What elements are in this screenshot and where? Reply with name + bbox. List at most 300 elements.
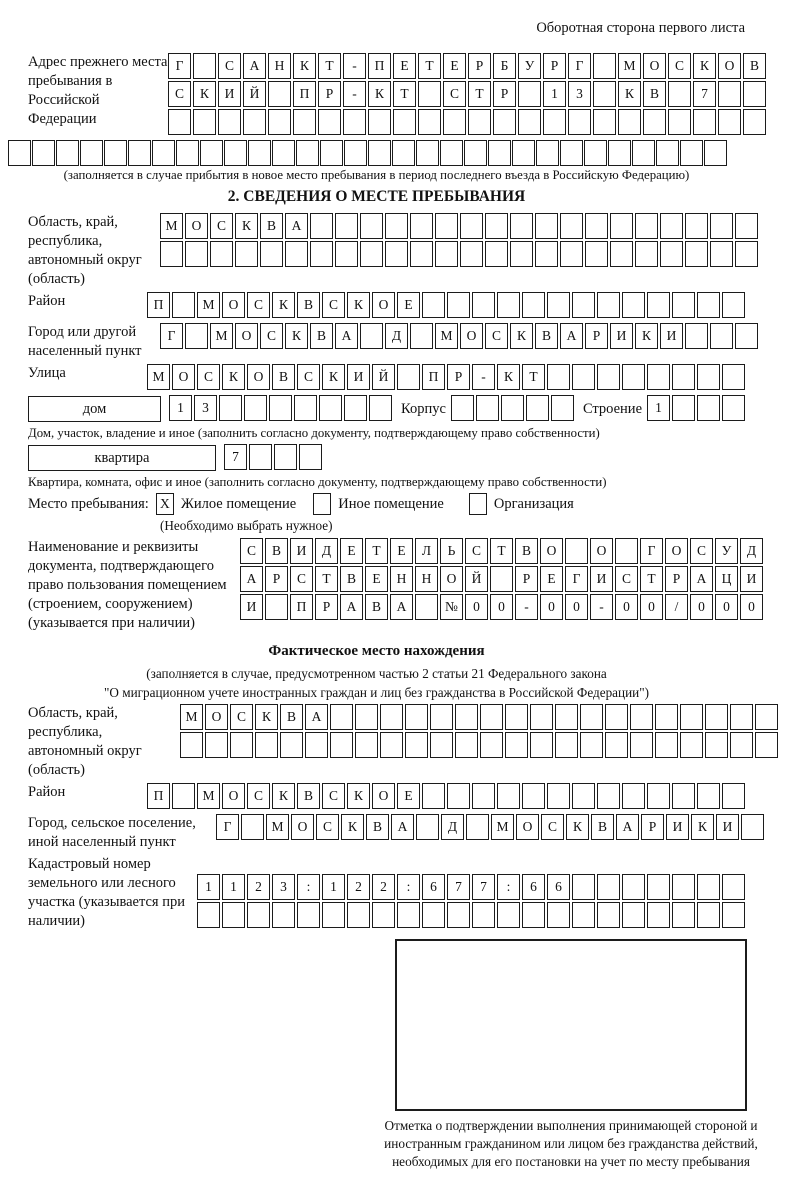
char-cell[interactable]: А: [243, 53, 266, 79]
char-cell[interactable]: [697, 364, 720, 390]
char-cell[interactable]: [464, 140, 487, 166]
char-cell[interactable]: С: [485, 323, 508, 349]
char-cell[interactable]: К: [255, 704, 278, 730]
char-cell[interactable]: [710, 213, 733, 239]
char-cell[interactable]: А: [690, 566, 713, 592]
char-cell[interactable]: [255, 732, 278, 758]
char-cell[interactable]: К: [510, 323, 533, 349]
char-cell[interactable]: [380, 732, 403, 758]
char-cell[interactable]: [743, 109, 766, 135]
char-cell[interactable]: [468, 109, 491, 135]
char-cell[interactable]: /: [665, 594, 688, 620]
char-cell[interactable]: Н: [268, 53, 291, 79]
char-cell[interactable]: [697, 395, 720, 421]
char-cell[interactable]: [755, 704, 778, 730]
char-cell[interactable]: [310, 241, 333, 267]
char-cell[interactable]: [584, 140, 607, 166]
char-cell[interactable]: [230, 732, 253, 758]
char-cell[interactable]: Г: [640, 538, 663, 564]
char-cell[interactable]: О: [372, 783, 395, 809]
char-cell[interactable]: [380, 704, 403, 730]
char-cell[interactable]: 1: [543, 81, 566, 107]
char-cell[interactable]: Р: [665, 566, 688, 592]
char-cell[interactable]: [505, 704, 528, 730]
char-cell[interactable]: О: [235, 323, 258, 349]
char-cell[interactable]: П: [147, 783, 170, 809]
char-cell[interactable]: Т: [365, 538, 388, 564]
char-cell[interactable]: Г: [160, 323, 183, 349]
char-cell[interactable]: [643, 109, 666, 135]
char-cell[interactable]: 0: [715, 594, 738, 620]
char-cell[interactable]: [249, 444, 272, 470]
char-cell[interactable]: [672, 395, 695, 421]
char-cell[interactable]: [393, 109, 416, 135]
char-cell[interactable]: [488, 140, 511, 166]
checkbox-organizatsiya[interactable]: [469, 493, 487, 515]
char-cell[interactable]: [597, 292, 620, 318]
char-cell[interactable]: [685, 241, 708, 267]
char-cell[interactable]: [632, 140, 655, 166]
char-cell[interactable]: [416, 814, 439, 840]
char-cell[interactable]: [372, 902, 395, 928]
char-cell[interactable]: [260, 241, 283, 267]
char-cell[interactable]: Р: [585, 323, 608, 349]
char-cell[interactable]: Р: [265, 566, 288, 592]
char-cell[interactable]: [160, 241, 183, 267]
char-cell[interactable]: [672, 783, 695, 809]
char-cell[interactable]: [501, 395, 524, 421]
char-cell[interactable]: М: [491, 814, 514, 840]
char-cell[interactable]: В: [365, 594, 388, 620]
char-cell[interactable]: [722, 292, 745, 318]
char-cell[interactable]: [80, 140, 103, 166]
char-cell[interactable]: [193, 109, 216, 135]
char-cell[interactable]: Р: [447, 364, 470, 390]
char-cell[interactable]: [685, 323, 708, 349]
char-cell[interactable]: [605, 732, 628, 758]
char-cell[interactable]: [455, 704, 478, 730]
char-cell[interactable]: Т: [393, 81, 416, 107]
char-cell[interactable]: Т: [468, 81, 491, 107]
char-cell[interactable]: [152, 140, 175, 166]
char-cell[interactable]: [343, 109, 366, 135]
char-cell[interactable]: С: [197, 364, 220, 390]
char-cell[interactable]: [455, 732, 478, 758]
char-cell[interactable]: [440, 140, 463, 166]
char-cell[interactable]: [572, 292, 595, 318]
char-cell[interactable]: М: [147, 364, 170, 390]
char-cell[interactable]: [410, 323, 433, 349]
char-cell[interactable]: [235, 241, 258, 267]
char-cell[interactable]: [272, 140, 295, 166]
char-cell[interactable]: [580, 732, 603, 758]
char-cell[interactable]: [672, 874, 695, 900]
char-cell[interactable]: [693, 109, 716, 135]
char-cell[interactable]: В: [643, 81, 666, 107]
char-cell[interactable]: Т: [315, 566, 338, 592]
char-cell[interactable]: [272, 902, 295, 928]
char-cell[interactable]: [530, 704, 553, 730]
char-cell[interactable]: О: [291, 814, 314, 840]
char-cell[interactable]: [697, 874, 720, 900]
char-cell[interactable]: С: [322, 783, 345, 809]
char-cell[interactable]: О: [665, 538, 688, 564]
char-cell[interactable]: О: [222, 292, 245, 318]
char-cell[interactable]: К: [693, 53, 716, 79]
char-cell[interactable]: С: [168, 81, 191, 107]
char-cell[interactable]: [265, 594, 288, 620]
char-cell[interactable]: [572, 364, 595, 390]
char-cell[interactable]: [680, 704, 703, 730]
char-cell[interactable]: М: [435, 323, 458, 349]
char-cell[interactable]: Т: [640, 566, 663, 592]
char-cell[interactable]: Н: [415, 566, 438, 592]
char-cell[interactable]: [518, 81, 541, 107]
char-cell[interactable]: Д: [315, 538, 338, 564]
char-cell[interactable]: [697, 783, 720, 809]
char-cell[interactable]: И: [240, 594, 263, 620]
char-cell[interactable]: [435, 241, 458, 267]
char-cell[interactable]: М: [197, 783, 220, 809]
char-cell[interactable]: 7: [447, 874, 470, 900]
char-cell[interactable]: Р: [493, 81, 516, 107]
char-cell[interactable]: С: [316, 814, 339, 840]
char-cell[interactable]: [622, 783, 645, 809]
char-cell[interactable]: [193, 53, 216, 79]
char-cell[interactable]: К: [341, 814, 364, 840]
char-cell[interactable]: [526, 395, 549, 421]
char-cell[interactable]: [647, 364, 670, 390]
char-cell[interactable]: Р: [318, 81, 341, 107]
char-cell[interactable]: О: [185, 213, 208, 239]
char-cell[interactable]: С: [260, 323, 283, 349]
char-cell[interactable]: [510, 241, 533, 267]
char-cell[interactable]: [585, 241, 608, 267]
char-cell[interactable]: [743, 81, 766, 107]
char-cell[interactable]: -: [343, 53, 366, 79]
char-cell[interactable]: [368, 109, 391, 135]
char-cell[interactable]: [722, 395, 745, 421]
char-cell[interactable]: Д: [740, 538, 763, 564]
char-cell[interactable]: 3: [272, 874, 295, 900]
char-cell[interactable]: 2: [372, 874, 395, 900]
char-cell[interactable]: А: [335, 323, 358, 349]
char-cell[interactable]: [430, 704, 453, 730]
char-cell[interactable]: [572, 783, 595, 809]
char-cell[interactable]: -: [515, 594, 538, 620]
char-cell[interactable]: [647, 783, 670, 809]
char-cell[interactable]: К: [566, 814, 589, 840]
char-cell[interactable]: И: [660, 323, 683, 349]
char-cell[interactable]: С: [247, 292, 270, 318]
char-cell[interactable]: [430, 732, 453, 758]
char-cell[interactable]: [522, 783, 545, 809]
char-cell[interactable]: [418, 109, 441, 135]
char-cell[interactable]: Й: [465, 566, 488, 592]
char-cell[interactable]: [555, 732, 578, 758]
char-cell[interactable]: [522, 292, 545, 318]
char-cell[interactable]: [680, 732, 703, 758]
char-cell[interactable]: [605, 704, 628, 730]
char-cell[interactable]: [447, 783, 470, 809]
char-cell[interactable]: [580, 704, 603, 730]
char-cell[interactable]: Й: [243, 81, 266, 107]
char-cell[interactable]: [480, 704, 503, 730]
char-cell[interactable]: [572, 874, 595, 900]
char-cell[interactable]: П: [368, 53, 391, 79]
char-cell[interactable]: К: [691, 814, 714, 840]
char-cell[interactable]: К: [635, 323, 658, 349]
char-cell[interactable]: [615, 538, 638, 564]
char-cell[interactable]: [535, 241, 558, 267]
char-cell[interactable]: [543, 109, 566, 135]
char-cell[interactable]: [360, 241, 383, 267]
char-cell[interactable]: Т: [490, 538, 513, 564]
char-cell[interactable]: [722, 364, 745, 390]
char-cell[interactable]: [710, 323, 733, 349]
char-cell[interactable]: [297, 902, 320, 928]
char-cell[interactable]: -: [590, 594, 613, 620]
char-cell[interactable]: [530, 732, 553, 758]
char-cell[interactable]: М: [180, 704, 203, 730]
char-cell[interactable]: [472, 292, 495, 318]
char-cell[interactable]: Л: [415, 538, 438, 564]
char-cell[interactable]: [305, 732, 328, 758]
char-cell[interactable]: [247, 902, 270, 928]
char-cell[interactable]: Б: [493, 53, 516, 79]
char-cell[interactable]: [704, 140, 727, 166]
char-cell[interactable]: [360, 323, 383, 349]
char-cell[interactable]: 6: [547, 874, 570, 900]
char-cell[interactable]: [560, 213, 583, 239]
char-cell[interactable]: У: [715, 538, 738, 564]
char-cell[interactable]: 3: [194, 395, 217, 421]
char-cell[interactable]: Г: [565, 566, 588, 592]
char-cell[interactable]: [718, 81, 741, 107]
char-cell[interactable]: О: [222, 783, 245, 809]
char-cell[interactable]: 7: [224, 444, 247, 470]
char-cell[interactable]: А: [560, 323, 583, 349]
char-cell[interactable]: [268, 81, 291, 107]
char-cell[interactable]: С: [322, 292, 345, 318]
char-cell[interactable]: М: [197, 292, 220, 318]
char-cell[interactable]: [697, 902, 720, 928]
char-cell[interactable]: 6: [422, 874, 445, 900]
char-cell[interactable]: [718, 109, 741, 135]
char-cell[interactable]: [597, 364, 620, 390]
char-cell[interactable]: О: [590, 538, 613, 564]
char-cell[interactable]: 0: [565, 594, 588, 620]
char-cell[interactable]: [397, 364, 420, 390]
char-cell[interactable]: [735, 323, 758, 349]
char-cell[interactable]: [618, 109, 641, 135]
char-cell[interactable]: [722, 902, 745, 928]
char-cell[interactable]: [241, 814, 264, 840]
char-cell[interactable]: [355, 704, 378, 730]
char-cell[interactable]: 0: [465, 594, 488, 620]
char-cell[interactable]: [518, 109, 541, 135]
char-cell[interactable]: [355, 732, 378, 758]
char-cell[interactable]: Е: [443, 53, 466, 79]
char-cell[interactable]: Р: [315, 594, 338, 620]
char-cell[interactable]: [415, 594, 438, 620]
char-cell[interactable]: [460, 213, 483, 239]
char-cell[interactable]: В: [743, 53, 766, 79]
char-cell[interactable]: П: [147, 292, 170, 318]
char-cell[interactable]: Е: [397, 292, 420, 318]
char-cell[interactable]: Н: [390, 566, 413, 592]
char-cell[interactable]: [319, 395, 342, 421]
char-cell[interactable]: С: [615, 566, 638, 592]
char-cell[interactable]: И: [740, 566, 763, 592]
char-cell[interactable]: О: [247, 364, 270, 390]
char-cell[interactable]: О: [205, 704, 228, 730]
char-cell[interactable]: [392, 140, 415, 166]
char-cell[interactable]: [285, 241, 308, 267]
kvartira-field-box[interactable]: квартира: [28, 445, 216, 471]
char-cell[interactable]: [330, 704, 353, 730]
char-cell[interactable]: [608, 140, 631, 166]
char-cell[interactable]: [490, 566, 513, 592]
char-cell[interactable]: [655, 704, 678, 730]
char-cell[interactable]: [622, 292, 645, 318]
char-cell[interactable]: [730, 704, 753, 730]
char-cell[interactable]: Д: [385, 323, 408, 349]
char-cell[interactable]: М: [160, 213, 183, 239]
char-cell[interactable]: [410, 241, 433, 267]
char-cell[interactable]: В: [591, 814, 614, 840]
char-cell[interactable]: Р: [515, 566, 538, 592]
char-cell[interactable]: В: [535, 323, 558, 349]
char-cell[interactable]: [647, 902, 670, 928]
char-cell[interactable]: [280, 732, 303, 758]
checkbox-zhiloe[interactable]: X: [156, 493, 174, 515]
char-cell[interactable]: [593, 109, 616, 135]
char-cell[interactable]: [180, 732, 203, 758]
char-cell[interactable]: Т: [318, 53, 341, 79]
char-cell[interactable]: 0: [690, 594, 713, 620]
char-cell[interactable]: П: [293, 81, 316, 107]
char-cell[interactable]: 2: [247, 874, 270, 900]
char-cell[interactable]: [296, 140, 319, 166]
char-cell[interactable]: К: [235, 213, 258, 239]
char-cell[interactable]: 0: [490, 594, 513, 620]
char-cell[interactable]: Ц: [715, 566, 738, 592]
char-cell[interactable]: В: [310, 323, 333, 349]
char-cell[interactable]: 1: [647, 395, 670, 421]
char-cell[interactable]: И: [666, 814, 689, 840]
char-cell[interactable]: :: [497, 874, 520, 900]
char-cell[interactable]: [168, 109, 191, 135]
char-cell[interactable]: Ь: [440, 538, 463, 564]
char-cell[interactable]: 7: [693, 81, 716, 107]
char-cell[interactable]: М: [266, 814, 289, 840]
char-cell[interactable]: И: [590, 566, 613, 592]
char-cell[interactable]: [218, 109, 241, 135]
char-cell[interactable]: [510, 213, 533, 239]
char-cell[interactable]: Г: [168, 53, 191, 79]
char-cell[interactable]: А: [390, 594, 413, 620]
char-cell[interactable]: О: [516, 814, 539, 840]
char-cell[interactable]: [535, 213, 558, 239]
char-cell[interactable]: Е: [393, 53, 416, 79]
char-cell[interactable]: [572, 902, 595, 928]
char-cell[interactable]: [447, 292, 470, 318]
char-cell[interactable]: [466, 814, 489, 840]
char-cell[interactable]: [622, 364, 645, 390]
char-cell[interactable]: П: [290, 594, 313, 620]
char-cell[interactable]: К: [272, 783, 295, 809]
char-cell[interactable]: [597, 874, 620, 900]
char-cell[interactable]: С: [240, 538, 263, 564]
char-cell[interactable]: С: [290, 566, 313, 592]
char-cell[interactable]: [422, 292, 445, 318]
char-cell[interactable]: М: [210, 323, 233, 349]
char-cell[interactable]: Р: [641, 814, 664, 840]
char-cell[interactable]: И: [716, 814, 739, 840]
char-cell[interactable]: [705, 704, 728, 730]
char-cell[interactable]: И: [610, 323, 633, 349]
char-cell[interactable]: [597, 783, 620, 809]
char-cell[interactable]: С: [541, 814, 564, 840]
char-cell[interactable]: И: [218, 81, 241, 107]
char-cell[interactable]: В: [260, 213, 283, 239]
char-cell[interactable]: [536, 140, 559, 166]
char-cell[interactable]: [243, 109, 266, 135]
char-cell[interactable]: [56, 140, 79, 166]
char-cell[interactable]: [320, 140, 343, 166]
char-cell[interactable]: [422, 783, 445, 809]
char-cell[interactable]: 3: [568, 81, 591, 107]
char-cell[interactable]: С: [443, 81, 466, 107]
char-cell[interactable]: 0: [740, 594, 763, 620]
char-cell[interactable]: [493, 109, 516, 135]
char-cell[interactable]: В: [515, 538, 538, 564]
char-cell[interactable]: О: [172, 364, 195, 390]
char-cell[interactable]: [547, 292, 570, 318]
char-cell[interactable]: К: [285, 323, 308, 349]
char-cell[interactable]: [685, 213, 708, 239]
char-cell[interactable]: С: [690, 538, 713, 564]
char-cell[interactable]: А: [616, 814, 639, 840]
char-cell[interactable]: В: [366, 814, 389, 840]
char-cell[interactable]: [655, 732, 678, 758]
char-cell[interactable]: [735, 241, 758, 267]
char-cell[interactable]: [656, 140, 679, 166]
char-cell[interactable]: [32, 140, 55, 166]
char-cell[interactable]: С: [668, 53, 691, 79]
char-cell[interactable]: [593, 81, 616, 107]
char-cell[interactable]: [410, 213, 433, 239]
char-cell[interactable]: [555, 704, 578, 730]
char-cell[interactable]: Г: [568, 53, 591, 79]
char-cell[interactable]: [219, 395, 242, 421]
char-cell[interactable]: 2: [347, 874, 370, 900]
char-cell[interactable]: [610, 213, 633, 239]
char-cell[interactable]: [565, 538, 588, 564]
char-cell[interactable]: [497, 292, 520, 318]
char-cell[interactable]: [244, 395, 267, 421]
char-cell[interactable]: [622, 902, 645, 928]
char-cell[interactable]: Е: [390, 538, 413, 564]
char-cell[interactable]: №: [440, 594, 463, 620]
char-cell[interactable]: [647, 874, 670, 900]
char-cell[interactable]: К: [347, 292, 370, 318]
char-cell[interactable]: [172, 783, 195, 809]
char-cell[interactable]: С: [465, 538, 488, 564]
char-cell[interactable]: [322, 902, 345, 928]
char-cell[interactable]: А: [285, 213, 308, 239]
